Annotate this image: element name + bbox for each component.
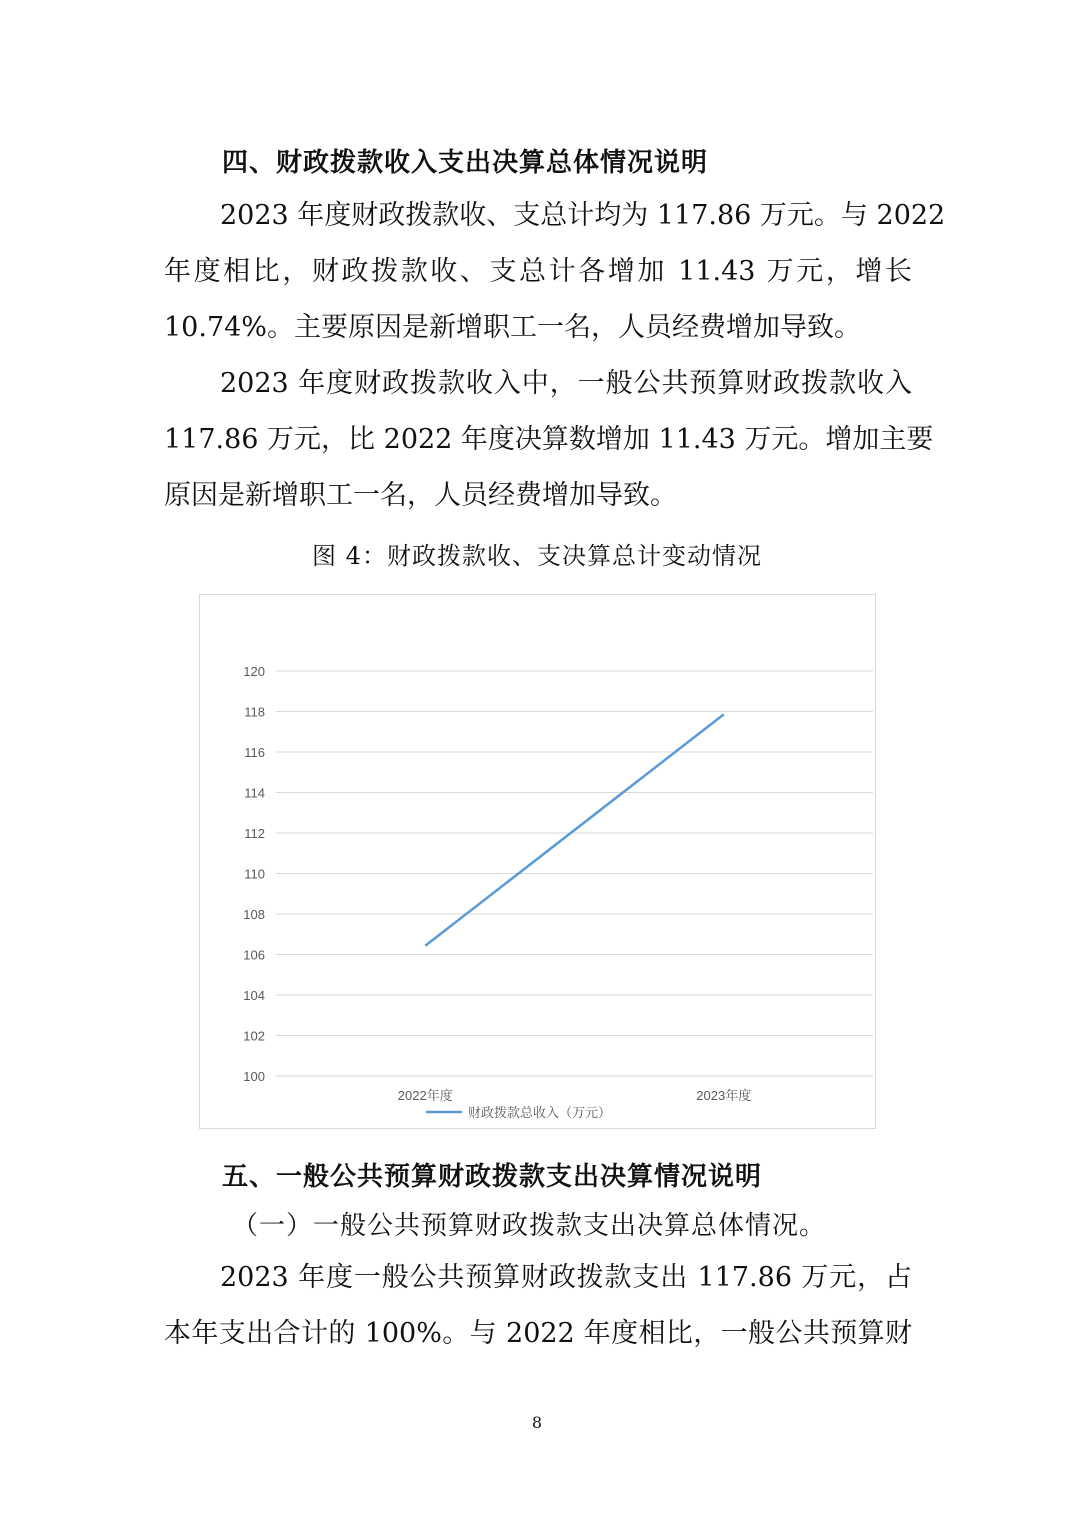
section4-paragraph-2 <box>164 356 934 524</box>
y-tick-label: 108 <box>243 907 265 922</box>
paragraph-line: 2023 年度一般公共预算财政拨款支出 117.86 万元，占 <box>220 1262 912 1293</box>
y-tick-label: 116 <box>244 745 265 760</box>
line-chart <box>199 594 876 1129</box>
paragraph-line: 10.74%。主要原因是新增职工一名，人员经费增加导致。 <box>164 312 861 343</box>
x-tick-label: 2023年度 <box>696 1088 752 1103</box>
page-number: 8 <box>531 1413 543 1432</box>
paragraph-line: 本年支出合计的 100%。与 2022 年度相比，一般公共预算财 <box>164 1318 912 1349</box>
y-tick-label: 100 <box>243 1069 265 1084</box>
figure-caption: 图 4：财政拨款收、支决算总计变动情况 <box>312 542 762 570</box>
x-tick-label: 2022年度 <box>397 1088 453 1103</box>
section4-heading: 四、财政拨款收入支出决算总体情况说明 <box>222 148 709 178</box>
legend-label: 财政拨款总收入（万元） <box>468 1105 612 1120</box>
y-tick-label: 110 <box>244 866 265 882</box>
paragraph-line: 2023 年度财政拨款收入中，一般公共预算财政拨款收入 <box>220 368 912 399</box>
y-tick-label: 102 <box>243 1028 265 1044</box>
paragraph-line: 年度相比，财政拨款收、支总计各增加 11.43 万元，增长 <box>164 256 912 287</box>
y-tick-label: 112 <box>244 826 265 841</box>
section4-paragraph-1 <box>164 188 946 356</box>
paragraph-line: 2023 年度财政拨款收、支总计均为 117.86 万元。与 2022 <box>220 200 946 231</box>
paragraph-line: 原因是新增职工一名，人员经费增加导致。 <box>164 480 677 511</box>
line-chart-svg <box>200 595 877 1130</box>
y-tick-label: 114 <box>244 785 265 801</box>
paragraph-line: 117.86 万元，比 2022 年度决算数增加 11.43 万元。增加主要 <box>164 424 934 455</box>
y-tick-label: 104 <box>243 988 265 1003</box>
section5-paragraph <box>164 1250 912 1362</box>
y-tick-label: 106 <box>243 947 265 963</box>
y-tick-label: 120 <box>243 664 265 679</box>
section5-subheading: （一）一般公共预算财政拨款支出决算总体情况。 <box>232 1211 827 1241</box>
section5-heading: 五、一般公共预算财政拨款支出决算情况说明 <box>222 1162 763 1192</box>
series-line <box>425 714 724 945</box>
y-tick-label: 118 <box>244 704 265 720</box>
